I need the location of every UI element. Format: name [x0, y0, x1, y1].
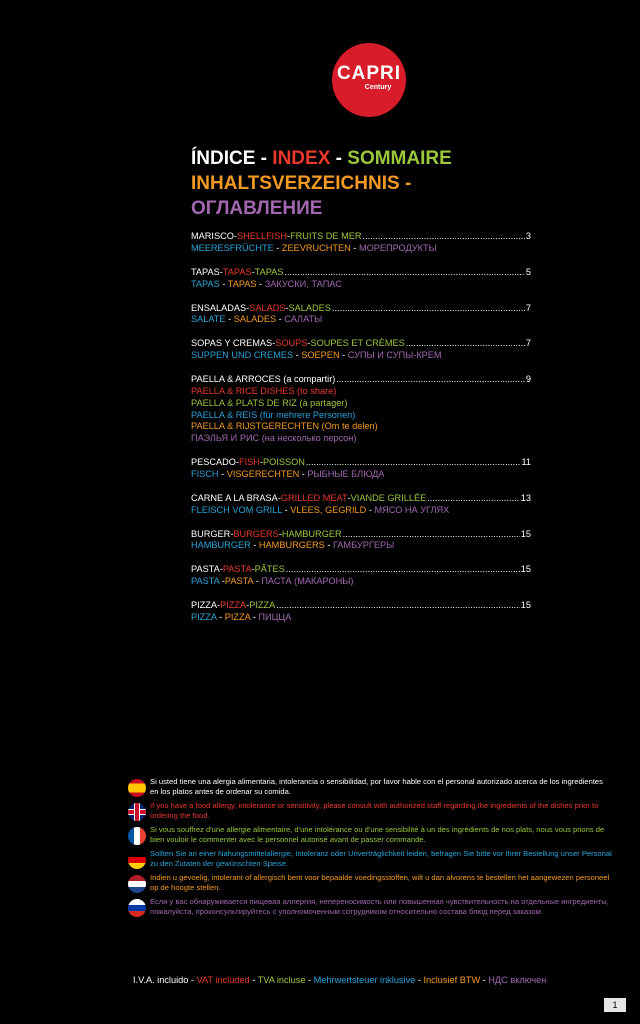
uk-flag-icon	[128, 803, 146, 821]
toc-ru: ЗАКУСКИ, ТАПАС	[264, 278, 342, 289]
toc-nl: ZEEVRUCHTEN	[281, 242, 351, 253]
toc-sep: -	[216, 612, 225, 623]
toc-sep: -	[251, 564, 255, 575]
vat-en: VAT included	[196, 975, 250, 985]
vat-sep: -	[188, 975, 197, 985]
toc-de: PASTA	[191, 576, 220, 587]
toc-sep: -	[233, 231, 237, 241]
leader-dots	[284, 267, 524, 279]
toc-sep: -	[350, 242, 359, 253]
toc-nl: PIZZA	[224, 612, 251, 623]
toc-es: PESCADO	[191, 457, 236, 468]
leader-dots	[286, 564, 520, 576]
toc-en: PASTA	[222, 564, 252, 575]
toc-entry-carne[interactable]	[191, 493, 531, 517]
toc-fr: POISSON	[263, 457, 305, 468]
leader-dots	[306, 457, 521, 469]
toc-fr: HAMBURGER	[281, 528, 342, 539]
toc-en: TAPAS	[222, 266, 252, 277]
toc-entry-marisco[interactable]	[191, 231, 531, 255]
toc-ru: МЯСО НА УГЛЯХ	[374, 504, 450, 515]
toc-es: TAPAS	[191, 266, 220, 277]
netherlands-flag-icon	[128, 875, 146, 893]
toc-sep: -	[250, 540, 259, 551]
toc-en: SALADS	[249, 302, 286, 313]
toc-sep: -	[324, 540, 333, 551]
toc-ru: СУПЫ И СУПЫ-КРЕМ	[347, 350, 442, 361]
title-ru: ОГЛАВЛЕНИЕ	[191, 198, 323, 219]
toc-entry-tapas[interactable]	[191, 267, 531, 291]
toc-sep: -	[219, 278, 228, 289]
toc-fr: TAPAS	[254, 266, 284, 277]
allergy-text-nl: Indien u gevoelig, intolerant of allergisch bent voor bepaalde voedingsstoffen, wilt u dan alvorens te bestellen het aangewezen personeel op de hoogte stellen.	[150, 873, 610, 892]
toc-page-number: 13	[520, 492, 531, 503]
allergy-text-fr: Si vous souffrez d'une allergie alimentaire, d'une intolérance ou d'une sensibilité à un des ingrédients de nos plats, nous vous prions de bien vouloir le commenter avec le personnel autorisé avant de passer commande.	[150, 825, 605, 844]
allergy-text-es: Si usted tiene una alergia alimentaria, intolerancia o sensibilidad, por favor hable con el personal autorizado acerca de los ingredientes en los platos antes de ordenar su comida.	[150, 777, 603, 796]
toc-entry-paella[interactable]	[191, 374, 531, 445]
toc-fr: PÂTES	[254, 564, 285, 575]
toc-ru: ПАЭЛЬЯ И РИС (на несколько персон)	[191, 433, 357, 444]
leader-dots	[406, 338, 525, 350]
toc-entry-pizza[interactable]	[191, 600, 531, 624]
toc-es: PIZZA	[191, 600, 218, 611]
leader-dots	[276, 600, 520, 612]
toc-en: SHELLFISH	[236, 231, 287, 241]
toc-sep: -	[230, 528, 234, 539]
toc-es: BURGER	[191, 528, 231, 539]
toc-nl: TAPAS	[227, 278, 257, 289]
toc-es: CARNE A LA BRASA	[191, 492, 278, 503]
title-sep: -	[330, 148, 348, 169]
vat-es: I.V.A. incluido	[133, 975, 189, 985]
title-line-1	[191, 146, 511, 171]
toc-sep: -	[293, 350, 302, 361]
toc-fr: PAELLA & PLATS DE RIZ (à partager)	[191, 397, 348, 408]
logo-subtitle: Century	[364, 84, 392, 91]
toc-fr: VIANDE GRILLÉE	[350, 492, 427, 503]
toc-nl: VISGERECHTEN	[226, 468, 300, 479]
toc-ru: САЛАТЫ	[284, 314, 323, 325]
toc-sep: -	[287, 231, 291, 241]
leader-dots	[332, 303, 525, 315]
toc-sep: -	[219, 576, 225, 587]
page-title	[191, 146, 511, 221]
toc-de: FISCH	[191, 468, 219, 479]
leader-dots	[427, 493, 520, 505]
logo-brand: CAPRI	[336, 63, 402, 84]
france-flag-icon	[128, 827, 146, 845]
toc-sep: -	[272, 338, 276, 349]
toc-sep: -	[285, 302, 289, 313]
page-number: 1	[604, 998, 626, 1012]
toc-de: FLEISCH VOM GRILL	[191, 504, 283, 515]
toc-sep: -	[219, 564, 223, 575]
toc-nl: SALADES	[233, 314, 277, 325]
title-sep: -	[399, 173, 412, 194]
toc-ru: МОРЕПРОДУКТЫ	[358, 242, 437, 253]
toc-sep: -	[225, 314, 234, 325]
toc-entry-pasta[interactable]	[191, 564, 531, 588]
toc-sep: -	[299, 468, 308, 479]
leader-dots	[343, 529, 520, 541]
toc-en: GRILLED MEAT	[280, 492, 348, 503]
toc-sep: -	[250, 612, 259, 623]
toc-sep: -	[282, 504, 291, 515]
vat-notice	[133, 975, 613, 985]
toc-de: MEERESFRÜCHTE	[191, 242, 274, 253]
toc-es: ENSALADAS	[191, 302, 247, 313]
toc-en: BURGERS	[233, 528, 279, 539]
toc-sep: -	[253, 576, 262, 587]
toc-sep: -	[307, 338, 311, 349]
allergy-row-de	[128, 849, 612, 869]
vat-sep: -	[249, 975, 258, 985]
toc-page-number: 7	[525, 302, 531, 313]
title-line-2	[191, 171, 511, 196]
toc-page-number: 11	[521, 457, 531, 468]
toc-entry-sopas[interactable]	[191, 338, 531, 362]
table-of-contents	[191, 231, 531, 636]
toc-page-number: 15	[520, 564, 531, 575]
toc-sep: -	[246, 302, 250, 313]
toc-page-number: 7	[525, 338, 531, 349]
title-sep: -	[255, 148, 273, 169]
toc-page-number: 15	[520, 528, 531, 539]
spain-flag-icon	[128, 779, 146, 797]
toc-sep: -	[246, 600, 250, 611]
toc-sep: -	[251, 266, 255, 277]
vat-sep: -	[480, 975, 489, 985]
toc-nl: PAELLA & RIJSTGERECHTEN (Om te delen)	[191, 421, 378, 432]
toc-de: PIZZA	[191, 612, 217, 623]
allergy-text-de: Sollten Sie an einer Nahungsmittelallergie, Intoleranz oder Unverträglichkeit leiden, befragen Sie bitte vor Ihrer Bestellung unser Personal zu den Zutaten der gewünschten Speise.	[150, 849, 612, 868]
toc-entry-burger[interactable]	[191, 529, 531, 553]
toc-page-number: 5	[525, 266, 531, 277]
toc-sep: -	[366, 504, 375, 515]
toc-de: PAELLA & REIS (für mehrere Personen)	[191, 409, 356, 420]
toc-en: PAELLA & RICE DISHES (to share)	[191, 385, 337, 396]
toc-de: SUPPEN UND CREMES	[191, 350, 294, 361]
toc-ru: ПАСТА (МАКАРОНЫ)	[261, 576, 354, 587]
toc-es: MARISCO	[191, 231, 234, 241]
toc-en: FISH	[239, 457, 260, 468]
toc-sep: -	[277, 492, 281, 503]
toc-sep: -	[259, 457, 263, 468]
germany-flag-icon	[128, 851, 146, 869]
leader-dots	[336, 374, 525, 386]
toc-es: PASTA	[191, 564, 220, 575]
toc-entry-ensaladas[interactable]	[191, 303, 531, 327]
title-fr: SOMMAIRE	[347, 148, 452, 169]
title-en: INDEX	[272, 148, 331, 169]
toc-nl: PASTA	[224, 576, 254, 587]
toc-de: TAPAS	[191, 278, 220, 289]
toc-fr: SALADES	[288, 302, 331, 313]
toc-en: PIZZA	[220, 600, 247, 611]
toc-entry-pescado[interactable]	[191, 457, 531, 481]
toc-fr: FRUITS DE MER	[290, 231, 362, 241]
toc-nl: SOEPEN	[301, 350, 340, 361]
toc-page-number: 9	[525, 374, 531, 385]
toc-ru: ГАМБУРГЕРЫ	[332, 540, 395, 551]
toc-page-number: 3	[525, 231, 531, 241]
toc-sep: -	[256, 278, 265, 289]
title-line-3	[191, 196, 511, 221]
allergy-row-ru	[128, 897, 612, 917]
allergy-notice	[128, 777, 612, 921]
vat-ru: НДС включен	[488, 975, 547, 985]
toc-es: SOPAS Y CREMAS	[191, 338, 273, 349]
toc-nl: VLEES, GEGRILD	[290, 504, 367, 515]
allergy-row-fr	[128, 825, 612, 845]
toc-sep: -	[347, 492, 351, 503]
vat-fr: TVA incluse	[257, 975, 306, 985]
leader-dots	[363, 231, 525, 243]
allergy-row-nl	[128, 873, 612, 893]
vat-sep: -	[415, 975, 424, 985]
toc-fr: SOUPES ET CRÈMES	[310, 338, 405, 349]
toc-sep: -	[219, 266, 223, 277]
toc-sep: -	[218, 468, 227, 479]
toc-sep: -	[273, 242, 282, 253]
toc-page-number: 15	[520, 600, 531, 611]
vat-nl: Inclusief BTW	[423, 975, 481, 985]
allergy-text-ru: Если у вас обнаруживается пищевая аллергия, непереносимость или повышенная чувствительность на отдельные ингредиенты, пожалуйста, проконсультируйтесь с уполномоченным сотрудником относительно состава блюд перед заказом.	[150, 897, 609, 916]
allergy-row-en	[128, 801, 612, 821]
toc-sep: -	[276, 314, 285, 325]
toc-en: SOUPS	[275, 338, 308, 349]
vat-de: Mehrwertsteuer inklusive	[313, 975, 416, 985]
allergy-row-es	[128, 777, 612, 797]
toc-de: SALATE	[191, 314, 226, 325]
toc-es: PAELLA & ARROCES (a compartir)	[191, 374, 336, 385]
toc-ru: РЫБНЫЕ БЛЮДА	[307, 468, 385, 479]
toc-sep: -	[235, 457, 239, 468]
title-de: INHALTSVERZEICHNIS	[191, 173, 400, 194]
toc-de: HAMBURGER	[191, 540, 251, 551]
toc-nl: HAMBURGERS	[258, 540, 325, 551]
toc-sep: -	[217, 600, 221, 611]
toc-sep: -	[278, 528, 282, 539]
toc-ru: ПИЦЦА	[258, 612, 292, 623]
russia-flag-icon	[128, 899, 146, 917]
allergy-text-en: If you have a food allergy, intolerance or sensitivity, please consult with authorized staff regarding the ingredients of the dishes prior to ordering the food.	[150, 801, 599, 820]
title-es: ÍNDICE	[191, 148, 256, 169]
vat-sep: -	[305, 975, 314, 985]
toc-fr: PIZZA	[249, 600, 276, 611]
capri-logo	[332, 43, 406, 117]
toc-sep: -	[339, 350, 348, 361]
